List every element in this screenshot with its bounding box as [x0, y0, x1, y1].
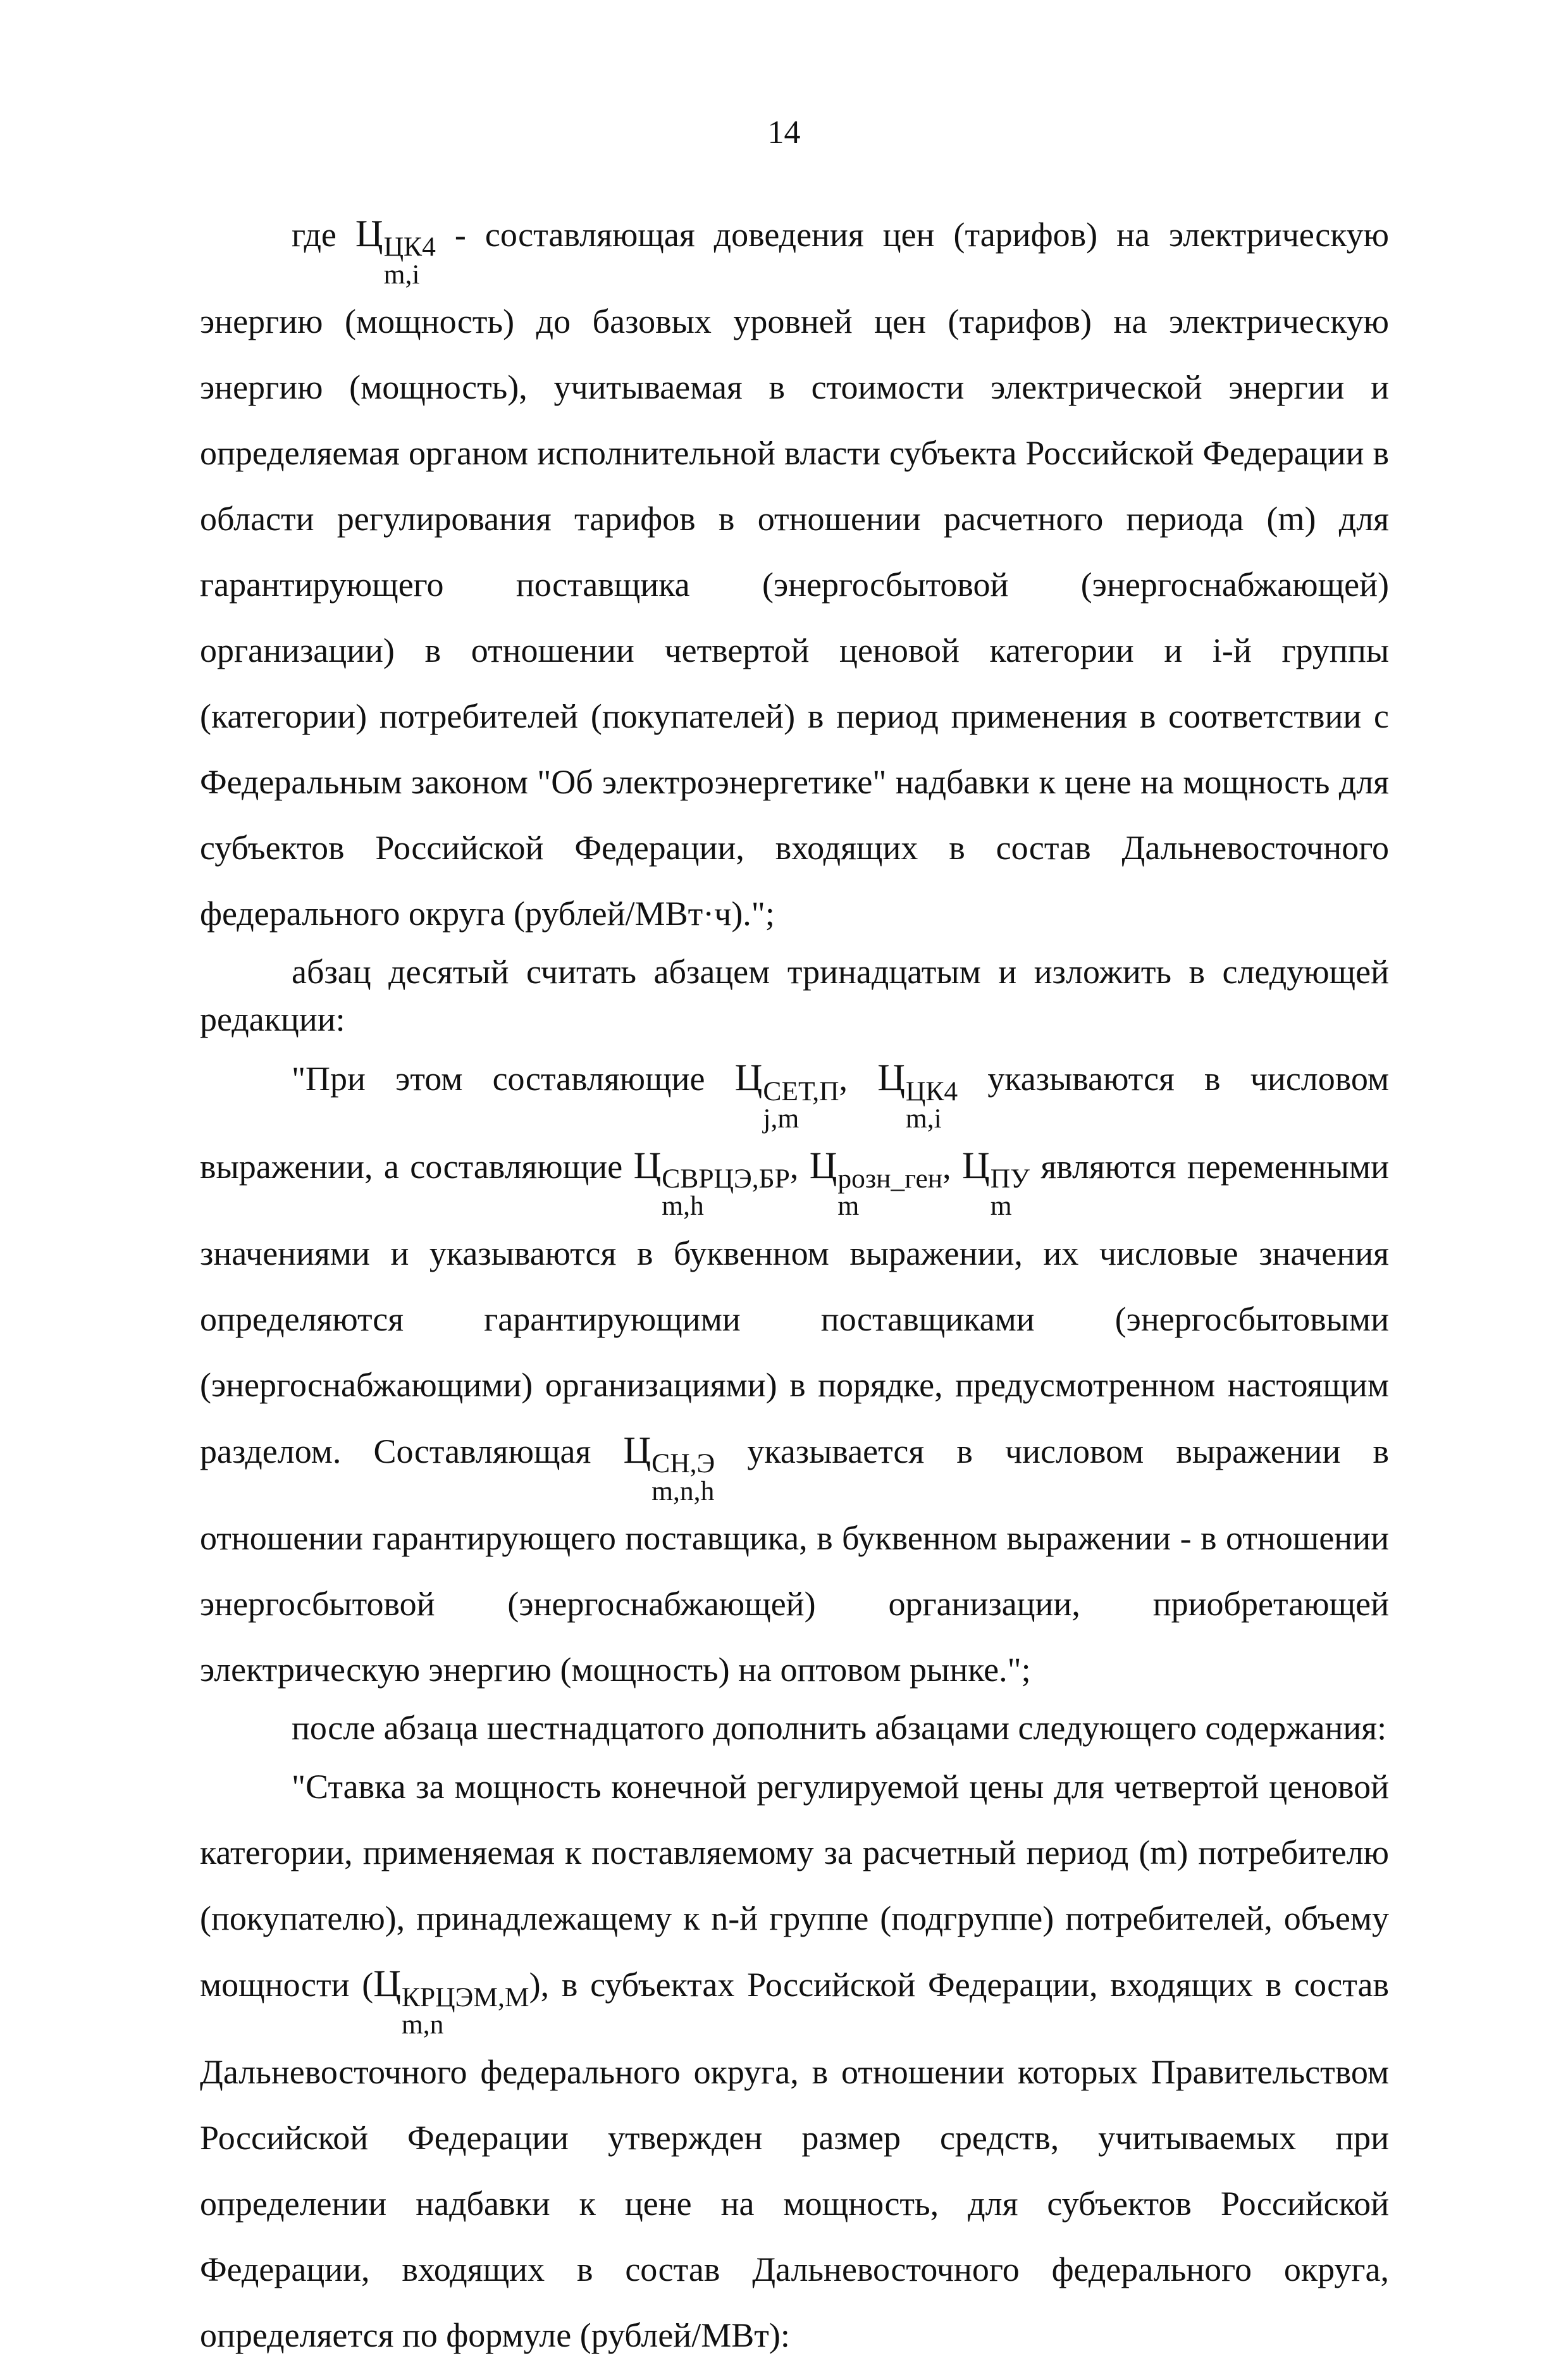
formula-symbol: Ц СВРЦЭ,БР m,h — [633, 1144, 790, 1222]
paragraph-lead: где — [292, 216, 355, 254]
document-body — [200, 201, 1389, 2370]
symbol-superscript: ЦК4 — [383, 232, 436, 263]
paragraph-definition — [200, 201, 1389, 946]
formula-symbol: Ц СН,Э m,n,h — [623, 1429, 715, 1506]
formula-symbol: Ц розн_ген m — [809, 1144, 943, 1222]
page-number: 14 — [767, 115, 801, 151]
formula-symbol: Ц ЦК4 m,i — [355, 213, 436, 290]
paragraph-instruction: абзац десятый считать абзацем тринадцатым и изложить в следующей редакции: — [200, 953, 1389, 1039]
formula-symbol: Ц ЦК4 m,i — [877, 1057, 958, 1134]
formula-symbol: Ц ПУ m — [962, 1144, 1030, 1222]
formula-symbol: Ц СЕТ,П j,m — [734, 1057, 839, 1134]
formula-symbol: Ц КРЦЭМ,М m,n — [373, 1963, 529, 2040]
symbol-subscript: m,i — [383, 259, 420, 290]
paragraph-components: "При этом составляющие Ц СЕТ,П j,m , Ц ЦК4 m,i указываются в числовом выражении, а составляющие Ц СВРЦЭ,БР m,h , Ц розн_ген m , Ц ПУ m являются переменными значениями и указываются в буквенном выражении, их числовые значения определяются гарантирующими поставщиками (энергосбытовыми (энергоснабжающими) организациями) в порядке, предусмотренном настоящим разделом. Составляющая Ц СН,Э m,n,h указывается в числовом выражении в отношении гарантирующего поставщика, в буквенном выражении - в отношении энергосбытовой (энергоснабжающей) организации, приобретающей электрическую энергию (мощность) на оптовом рынке."; — [200, 1057, 1390, 1689]
paragraph-rate-definition: "Ставка за мощность конечной регулируемой цены для четвертой ценовой категории, применяемая к поставляемому за расчетный период (m) потребителю (покупателю), принадлежащему к n-й группе (подгруппе) потребителей, объему мощности (Ц КРЦЭМ,М m,n ), в субъектах Российской Федерации, входящих в состав Дальневосточного федерального округа, в отношении которых Правительством Российской Федерации утвержден размер средств, учитываемых при определении надбавки к цене на мощность, для субъектов Российской Федерации, входящих в состав Дальневосточного федерального округа, определяется по формуле (рублей/МВт): — [200, 1768, 1389, 2354]
paragraph-text: - составляющая доведения цен (тарифов) на электрическую энергию (мощность) до базовых уровней цен (тарифов) на электрическую энергию (мощность), учитываемая в стоимости электрической энергии и определяемая органом исполнительной власти субъекта Российской Федерации в области регулирования тарифов в отношении расчетного периода (m) для гарантирующего поставщика (энергосбытовой (энергоснабжающей) организации) в отношении четвертой ценовой категории и i-й группы (категории) потребителей (покупателей) в период применения в соответствии с Федеральным законом "Об электроэнергетике" надбавки к цене на мощность для субъектов Российской Федерации, входящих в состав Дальневосточного федерального округа (рублей/МВт·ч)."; — [200, 216, 1389, 933]
paragraph-instruction-2: после абзаца шестнадцатого дополнить абзацами следующего содержания: — [292, 1709, 1387, 1747]
